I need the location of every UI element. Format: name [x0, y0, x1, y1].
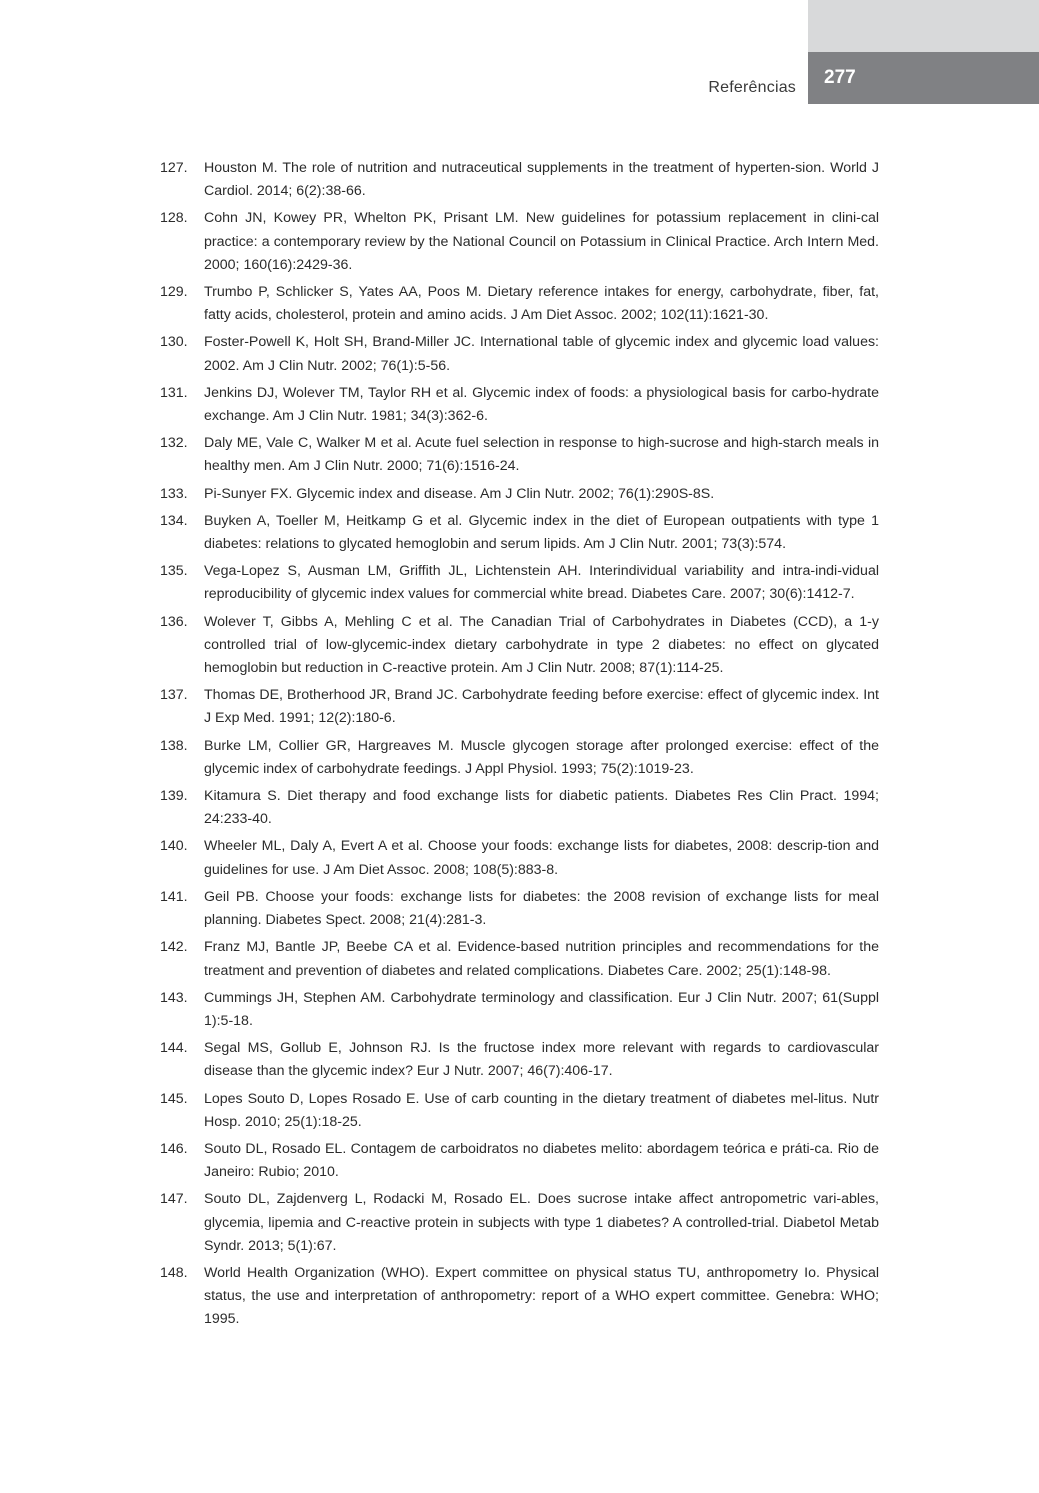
- header-corner-tab: [808, 0, 1039, 52]
- reference-text: Cummings JH, Stephen AM. Carbohydrate terminology and classification. Eur J Clin Nutr. 2007; 61(Suppl 1):5-18.: [204, 989, 879, 1029]
- reference-text: Buyken A, Toeller M, Heitkamp G et al. Glycemic index in the diet of European outpatients with type 1 diabetes: relations to glycated hemoglobin and serum lipids. Am J Clin Nutr. 2001; 73(3):574.: [204, 512, 879, 553]
- reference-text: Franz MJ, Bantle JP, Beebe CA et al. Evidence-based nutrition principles and recommendations for the treatment and prevention of diabetes and related complications. Diabetes Care. 2002; 25(1):148-98.: [204, 939, 879, 979]
- reference-item: [160, 785, 879, 831]
- reference-text: Wheeler ML, Daly A, Evert A et al. Choose your foods: exchange lists for diabetes, 2008: descrip-tion and guidelines for use. J Am Diet Assoc. 2008; 108(5):883-8.: [204, 838, 879, 878]
- reference-text: Geil PB. Choose your foods: exchange lists for diabetes: the 2008 revision of exchange lists for meal planning. Diabetes Spect. 2008; 21(4):281-3.: [204, 888, 879, 929]
- reference-number: 146.: [160, 1140, 188, 1157]
- reference-text: Trumbo P, Schlicker S, Yates AA, Poos M. Dietary reference intakes for energy, carbohydrate, fiber, fat, fatty acids, cholesterol, protein and amino acids. J Am Diet Assoc. 2002; 102(11):1621-30.: [204, 284, 879, 324]
- reference-text: Jenkins DJ, Wolever TM, Taylor RH et al. Glycemic index of foods: a physiological basis for carbo-hydrate exchange. Am J Clin Nutr. 1981; 34(3):362-6.: [204, 384, 879, 425]
- reference-item: [160, 886, 879, 932]
- reference-number: 135.: [160, 563, 188, 580]
- reference-item: [160, 936, 879, 982]
- reference-item: [160, 611, 879, 681]
- reference-item: [160, 1088, 879, 1134]
- reference-text: Souto DL, Rosado EL. Contagem de carboidratos no diabetes melito: abordagem teórica e práti-ca. Rio de Janeiro: Rubio; 2010.: [204, 1140, 879, 1181]
- reference-number: 140.: [160, 838, 188, 855]
- reference-text: Houston M. The role of nutrition and nutraceutical supplements in the treatment of hyperten-sion. World J Cardiol. 2014; 6(2):38-66.: [204, 160, 879, 200]
- reference-number: 144.: [160, 1040, 188, 1057]
- reference-number: 133.: [160, 485, 188, 502]
- reference-text: World Health Organization (WHO). Expert committee on physical status TU, anthropometry Io. Physical status, the use and interpretation of anthropometry: report of a WHO expert committee. Genebra: WHO; 1995.: [204, 1264, 879, 1328]
- reference-number: 147.: [160, 1191, 188, 1208]
- reference-number: 134.: [160, 512, 188, 529]
- reference-item: [160, 382, 879, 428]
- reference-text: Segal MS, Gollub E, Johnson RJ. Is the fructose index more relevant with regards to cardiovascular disease than the glycemic index? Eur J Nutr. 2007; 46(7):406-17.: [204, 1040, 879, 1080]
- reference-number: 137.: [160, 687, 188, 704]
- reference-number: 127.: [160, 160, 188, 176]
- reference-number: 148.: [160, 1264, 188, 1281]
- reference-number: 136.: [160, 613, 188, 630]
- reference-text: Wolever T, Gibbs A, Mehling C et al. The Canadian Trial of Carbohydrates in Diabetes (CCD), a 1-y controlled trial of low-glycemic-index dietary carbohydrate in type 2 diabetes: no effect on glycated hemoglobin but reduction in C-reactive protein. Am J Clin Nutr. 2008; 87(1):114-25.: [204, 613, 879, 677]
- reference-item: [160, 432, 879, 478]
- reference-item: [160, 835, 879, 881]
- reference-item: [160, 157, 879, 203]
- reference-item: [160, 331, 879, 377]
- reference-number: 128.: [160, 210, 188, 227]
- reference-item: [160, 1188, 879, 1258]
- reference-text: Kitamura S. Diet therapy and food exchange lists for diabetic patients. Diabetes Res Clin Pract. 1994; 24:233-40.: [204, 788, 879, 828]
- reference-item: [160, 207, 879, 277]
- reference-number: 142.: [160, 939, 188, 956]
- reference-item: [160, 1262, 879, 1332]
- reference-text: Souto DL, Zajdenverg L, Rodacki M, Rosado EL. Does sucrose intake affect antropometric vari-ables, glycemia, lipemia and C-reactive protein in subjects with type 1 diabetes? A controlled-trial. Diabetol Metab Syndr. 2013; 5(1):67.: [204, 1191, 879, 1254]
- reference-item: [160, 987, 879, 1033]
- page-number-box: [808, 52, 1039, 104]
- reference-item: [160, 735, 879, 781]
- reference-item: [160, 510, 879, 556]
- reference-text: Pi-Sunyer FX. Glycemic index and disease. Am J Clin Nutr. 2002; 76(1):290S-8S.: [204, 485, 715, 502]
- reference-item: [160, 1037, 879, 1083]
- running-header-title: Referências: [708, 79, 796, 96]
- reference-item: [160, 483, 879, 506]
- reference-number: 141.: [160, 888, 188, 905]
- reference-text: Foster-Powell K, Holt SH, Brand-Miller JC. International table of glycemic index and glycemic load values: 2002. Am J Clin Nutr. 2002; 76(1):5-56.: [204, 334, 879, 374]
- reference-text: Cohn JN, Kowey PR, Whelton PK, Prisant LM. New guidelines for potassium replacement in clini-cal practice: a contemporary review by the National Council on Potassium in Clinical Practice. Arch Intern Med. 2000; 160(16):2429-36.: [204, 210, 879, 273]
- reference-text: Burke LM, Collier GR, Hargreaves M. Muscle glycogen storage after prolonged exercise: effect of the glycemic index of carbohydrate feedings. J Appl Physiol. 1993; 75(2):1019-23.: [204, 737, 879, 777]
- page-number: 277: [824, 67, 856, 88]
- reference-number: 129.: [160, 284, 188, 301]
- reference-number: 145.: [160, 1090, 188, 1107]
- reference-number: 138.: [160, 737, 188, 754]
- reference-text: Lopes Souto D, Lopes Rosado E. Use of carb counting in the dietary treatment of diabetes mel-litus. Nutr Hosp. 2010; 25(1):18-25.: [204, 1090, 879, 1130]
- reference-item: [160, 281, 879, 327]
- reference-number: 130.: [160, 334, 188, 351]
- reference-text: Vega-Lopez S, Ausman LM, Griffith JL, Lichtenstein AH. Interindividual variability and intra-indi-vidual reproducibility of glycemic index values for commercial white bread. Diabetes Care. 2007; 30(6):1412-7.: [204, 563, 879, 603]
- reference-item: [160, 684, 879, 730]
- reference-number: 132.: [160, 435, 188, 452]
- reference-number: 143.: [160, 989, 188, 1006]
- reference-list: [160, 157, 879, 1336]
- reference-item: [160, 1138, 879, 1184]
- reference-number: 131.: [160, 384, 188, 401]
- reference-number: 139.: [160, 788, 188, 805]
- reference-text: Daly ME, Vale C, Walker M et al. Acute fuel selection in response to high-sucrose and high-starch meals in healthy men. Am J Clin Nutr. 2000; 71(6):1516-24.: [204, 435, 879, 475]
- reference-text: Thomas DE, Brotherhood JR, Brand JC. Carbohydrate feeding before exercise: effect of glycemic index. Int J Exp Med. 1991; 12(2):180-6.: [204, 687, 879, 727]
- reference-item: [160, 560, 879, 606]
